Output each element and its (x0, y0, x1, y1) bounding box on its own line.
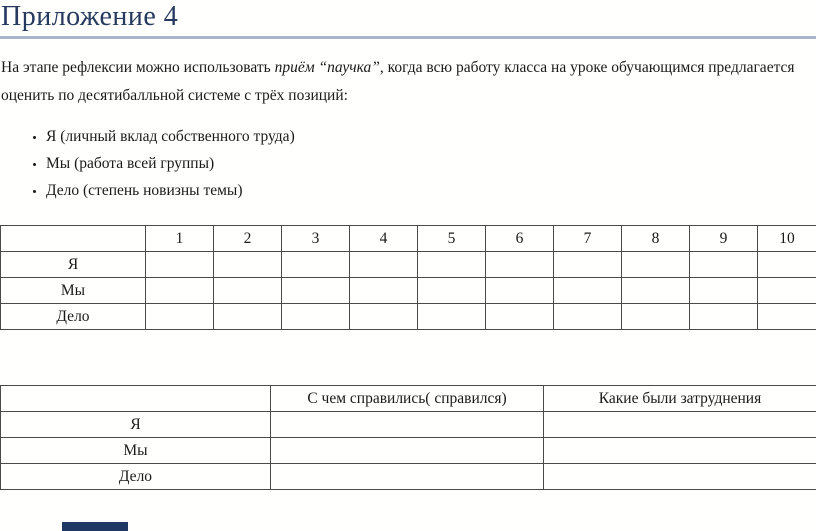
empty-fill-cell[interactable] (146, 304, 214, 330)
empty-fill-cell[interactable] (271, 412, 544, 438)
empty-fill-cell[interactable] (214, 304, 282, 330)
column-header: 1 (146, 226, 214, 252)
empty-fill-cell[interactable] (690, 278, 758, 304)
empty-fill-cell[interactable] (271, 438, 544, 464)
header-row (1, 226, 816, 252)
column-header: 2 (214, 226, 282, 252)
empty-fill-cell[interactable] (622, 252, 690, 278)
table-row (1, 438, 816, 464)
empty-fill-cell[interactable] (271, 464, 544, 490)
corner-cell (1, 386, 271, 412)
empty-fill-cell[interactable] (554, 304, 622, 330)
empty-fill-cell[interactable] (758, 304, 816, 330)
column-header: 7 (554, 226, 622, 252)
reflection-table (0, 385, 816, 490)
empty-fill-cell[interactable] (554, 252, 622, 278)
row-label: Я (1, 412, 271, 438)
row-label: Дело (1, 464, 271, 490)
empty-fill-cell[interactable] (146, 252, 214, 278)
empty-fill-cell[interactable] (418, 278, 486, 304)
row-label: Я (1, 252, 146, 278)
empty-fill-cell[interactable] (486, 304, 554, 330)
row-label: Мы (1, 438, 271, 464)
empty-fill-cell[interactable] (690, 304, 758, 330)
empty-fill-cell[interactable] (622, 304, 690, 330)
empty-fill-cell[interactable] (758, 278, 816, 304)
table-row (1, 278, 816, 304)
positions-bullet-list (0, 123, 816, 204)
column-header: 9 (690, 226, 758, 252)
table-row (1, 304, 816, 330)
empty-fill-cell[interactable] (350, 252, 418, 278)
empty-fill-cell[interactable] (282, 304, 350, 330)
column-header: С чем справились( справился) (271, 386, 544, 412)
empty-fill-cell[interactable] (758, 252, 816, 278)
bullet-item-delo: • Дело (степень новизны темы) (46, 177, 816, 204)
document-page (0, 1, 816, 531)
empty-fill-cell[interactable] (544, 412, 816, 438)
bullet-item-ya: • Я (личный вклад собственного труда) (46, 123, 816, 150)
column-header: 3 (282, 226, 350, 252)
empty-fill-cell[interactable] (486, 252, 554, 278)
intro-text-before: На этапе рефлексии можно использовать (1, 59, 275, 76)
table-row (1, 412, 816, 438)
empty-fill-cell[interactable] (214, 252, 282, 278)
row-label: Мы (1, 278, 146, 304)
empty-fill-cell[interactable] (350, 304, 418, 330)
empty-fill-cell[interactable] (544, 438, 816, 464)
empty-fill-cell[interactable] (214, 278, 282, 304)
header-row (1, 386, 816, 412)
column-header: 5 (418, 226, 486, 252)
empty-fill-cell[interactable] (350, 278, 418, 304)
empty-fill-cell[interactable] (418, 252, 486, 278)
intro-italic-term: приём “паучка” (275, 59, 380, 76)
empty-fill-cell[interactable] (282, 252, 350, 278)
column-header: 10 (758, 226, 816, 252)
page-title: Приложение 4 (1, 1, 816, 33)
table-row (1, 464, 816, 490)
column-header: 6 (486, 226, 554, 252)
corner-cell (1, 226, 146, 252)
column-header: 4 (350, 226, 418, 252)
empty-fill-cell[interactable] (544, 464, 816, 490)
intro-text-after: , когда всю работу класса на уроке обучающимся предлагается оценить по десятибалльной системе с трёх позиций: (1, 59, 795, 104)
empty-fill-cell[interactable] (554, 278, 622, 304)
row-label: Дело (1, 304, 146, 330)
empty-fill-cell[interactable] (146, 278, 214, 304)
column-header: Какие были затруднения (544, 386, 816, 412)
column-header: 8 (622, 226, 690, 252)
empty-fill-cell[interactable] (418, 304, 486, 330)
score-table (0, 225, 816, 330)
table-row (1, 252, 816, 278)
empty-fill-cell[interactable] (486, 278, 554, 304)
title-underline-rule (0, 36, 816, 39)
empty-fill-cell[interactable] (282, 278, 350, 304)
intro-paragraph (1, 54, 812, 110)
empty-fill-cell[interactable] (622, 278, 690, 304)
bullet-item-my: • Мы (работа всей группы) (46, 150, 816, 177)
empty-fill-cell[interactable] (690, 252, 758, 278)
